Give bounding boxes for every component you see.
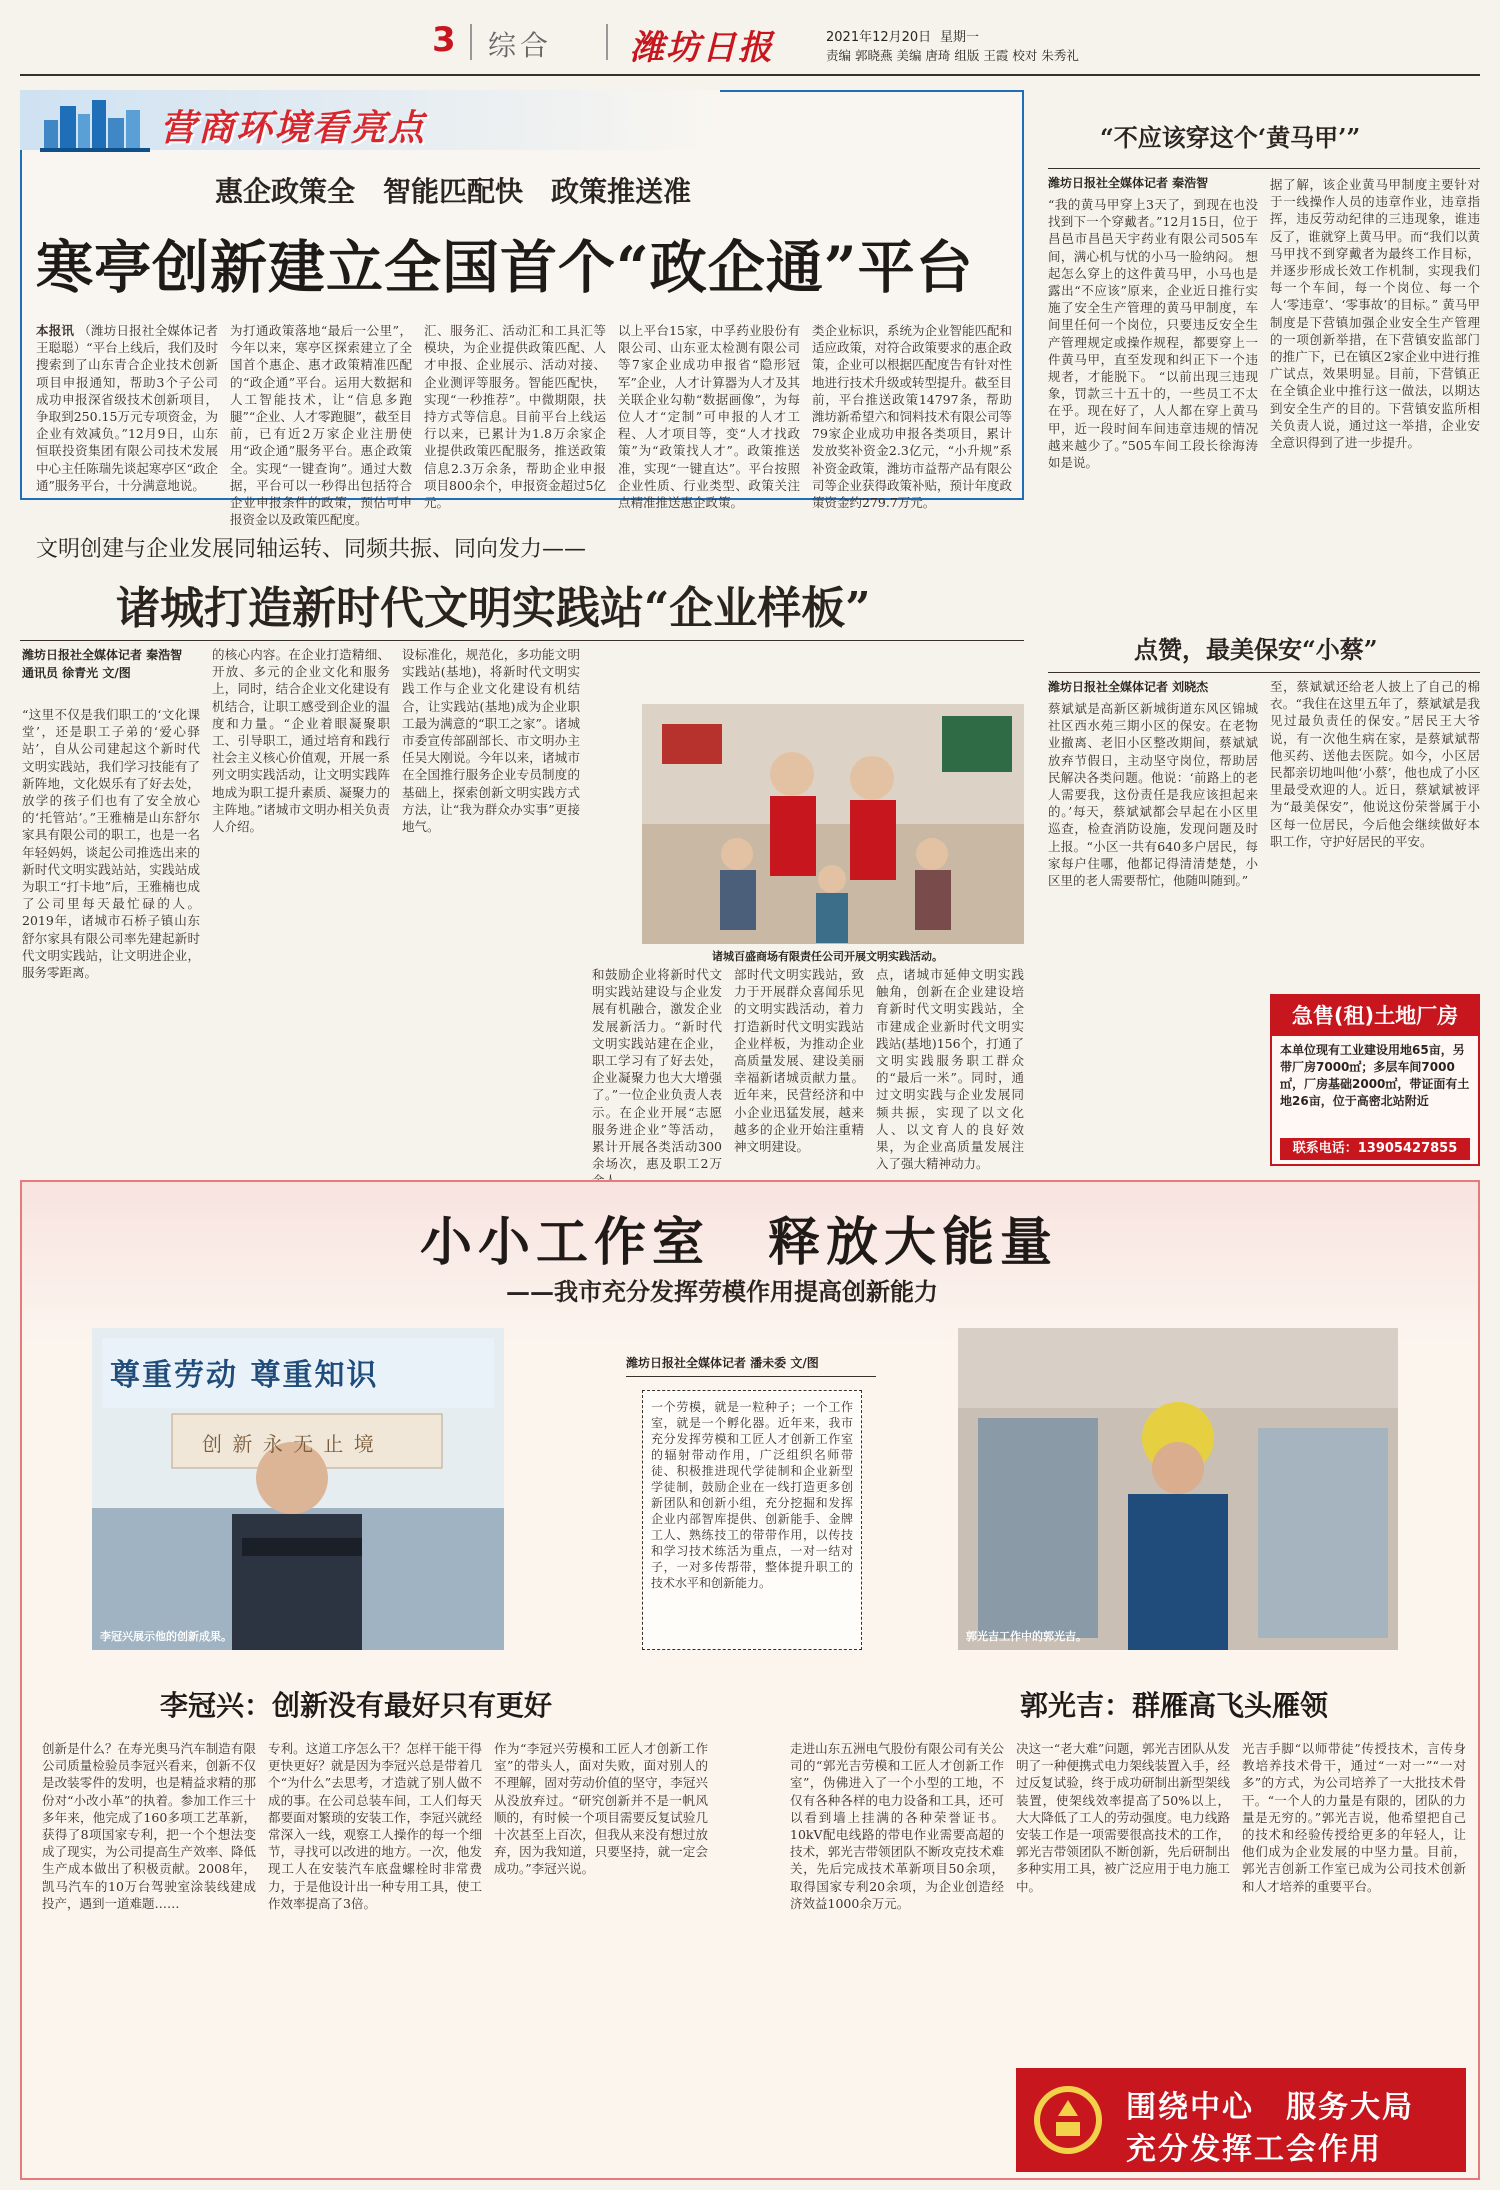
banner1-col-4: 类企业标识，系统为企业智能匹配和适应政策，对符合政策要求的惠企政策，企业可以根据匹配度告有针对性地进行技术升级或转型提升。截至目前，平台推送政策14797条，帮助潍坊新希望六和饲料技术有限公司等79家企业成功申报各类项目，累计发放奖补资金2.3亿元，“小升规”系补资金政策，潍坊市益帮产品有限公司等企业获得政策补贴，预计年度政策资金约279.7万元。 xyxy=(812,323,1013,511)
feature-byline-rule xyxy=(626,1376,876,1377)
right-story1-para-4: 据了解，该企业黄马甲制度主要针对于一线操作人员的违章作业，违章指挥，违反劳动纪律的三违现象，谁违反了，谁就穿上黄马甲。而“我们以黄马甲找不到穿戴者为最终工作目标，并逐步形成长效工作机制，实现我们每一个车间，每一个岗位、每一个人‘零违章’、‘零事故’的目标。” xyxy=(1270,177,1480,313)
banner1-logo-text: 营商环境看亮点 xyxy=(160,108,427,149)
banner2-byline-text: 潍坊日报社全媒体记者 秦浩智 通讯员 徐青光 文/图 xyxy=(22,648,195,680)
right-photo-caption: 郭光吉工作中的郭光吉。 xyxy=(966,1630,1087,1643)
right-story2-rule xyxy=(1048,672,1480,673)
feature-byline-text: 潍坊日报社全媒体记者 潘未委 文/图 xyxy=(626,1356,819,1370)
banner1-lead xyxy=(36,322,218,494)
right-story1-para-3: “以前出现三违现象，罚款三十五十的，一些员工不太在乎。现在好了，人人都在穿上黄马甲，近一段时间车间违章违规的情况越来越少了。”505车间工段长徐海涛如是说。 xyxy=(1048,369,1258,471)
banner2-headline: 诸城打造新时代文明实践站“企业样板” xyxy=(116,583,871,634)
volunteers-photo-illustration xyxy=(642,704,1024,944)
ad-title: 急售(租)土地厂房 xyxy=(1272,996,1478,1036)
banner2-kicker: 文明创建与企业发展同轴运转、同频共振、同向发力—— xyxy=(36,537,587,562)
issue-date: 2021年12月20日 xyxy=(826,30,932,45)
left-photo-sign-1: 尊重劳动 尊重知识 xyxy=(110,1358,379,1393)
feature-byline xyxy=(626,1354,876,1372)
banner1-col-1: 为打通政策落地“最后一公里”，今年以来，寒亭区探索建立了全国首个惠企、惠才政策精准匹配的“政企通”平台。运用大数据和人工智能技术，让“信息多跑腿”“企业、人才零跑腿”，截至目前，已有近2万家企业注册使用“政企通”服务平台。惠企政策全。实现“一键查询”。通过大数据，平台可以一秒得出包括符合企业申报条件的政策，预估可申报资金以及政策匹配度。 xyxy=(230,323,412,528)
right-story2-col-1: 蔡斌斌是高新区新城街道东风区锦城社区西水苑三期小区的保安。在老物业撤离、老旧小区整改期间，蔡斌斌放弃节假日，主动坚守岗位，帮助居民解决各类问题。他说：‘前路上的老人需要我，这份责任是我应该担起来的。’每天，蔡斌斌都会早起在小区里巡查，检查消防设施，发现问题及时上报。“小区一共有640多户居民，每家每户住哪，他都记得清清楚楚，小区里的老人需要帮忙，他随叫随到。” xyxy=(1048,701,1258,889)
left-photo-sign-2: 创 新 永 无 止 境 xyxy=(202,1432,376,1456)
banner2-col-5: 部时代文明实践站，致力于开展群众喜闻乐见的文明实践活动，着力打造新时代文明实践站企业样板，为推动企业高质量发展、建设美丽幸福新诸城贡献力量。近年来，民营经济和中小企业迅猛发展，越来越多的企业开始注重精神文明建设。 xyxy=(734,967,864,1155)
banner1-subhead: 惠企政策全 智能匹配快 政策推送准 xyxy=(215,175,692,208)
right-story1-col-1 xyxy=(1048,196,1258,616)
right-person-title: 郭光吉：群雁高飞头雁领 xyxy=(1020,1689,1329,1722)
masthead-divider-2 xyxy=(606,24,608,60)
banner1-headline: 寒亭创新建立全国首个“政企通”平台 xyxy=(36,234,974,301)
right-photo xyxy=(958,1328,1398,1650)
right-col-2: 决这一“老大难”问题，郭光吉团队从发明了一种便携式电力架线装置入手，经过反复试验，终于成功研制出新型架线装置，使架线效率提高了50%以上，大大降低了工人的劳动强度。电力线路安装工作是一项需要很高技术的工作，郭光吉带领团队不断创新，先后研制出多种实用工具，被广泛应用于电力施工中。 xyxy=(1016,1741,1230,1894)
banner1-col-3: 以上平台15家，中孚药业股份有限公司、山东亚太检测有限公司等7家企业成功申报省“隐形冠军”企业，人才计算器为人才及其关联企业勾勒“数据画像”，为每位人才“定制”可申报的人才工程、人才项目等，变“人才找政策”为“政策找人才”。政策推送准，实现“一键直达”。平台按照企业性质、行业类型、政策关注点精准推送惠企政策。 xyxy=(618,323,800,511)
right-story2-headline: 点赞，最美保安“小蔡” xyxy=(1134,635,1378,664)
left-photo xyxy=(92,1328,504,1650)
right-col-1: 走进山东五洲电气股份有限公司有关公司的“郭光吉劳模和工匠人才创新工作室”，伪佛进入了一个小型的工地，不仅有各种各样的电力设备和工具，还可以看到墙上挂满的各种荣誉证书。10kV配电线路的带电作业需要高超的技术，郭光吉带领团队不断攻克技术难关，先后完成技术革新项目50余项，取得国家专利20余项，为企业创造经济效益1000余万元。 xyxy=(790,1741,1004,1911)
banner2-col-1: “这里不仅是我们职工的‘文化课堂’，还是职工子弟的‘爱心驿站’，自从公司建起这个新时代文明实践站，我们学习技能有了新阵地，文化娱乐有了好去处，放学的孩子们也有了安全放心的‘托管站’。”王雅楠是山东舒尔家具有限公司的职工，也是一名年轻妈妈，谈起公司推选出来的新时代文明实践站站，实践站成为职工“打卡地”后，王雅楠也成了公司里每天最忙碌的人。2019年，诸城市石桥子镇山东舒尔家具有限公司率先建起新时代文明实践站，让文明进企业，服务零距离。 xyxy=(22,707,200,981)
issue-weekday: 星期一 xyxy=(940,30,980,45)
left-col-2: 专利。这道工序怎么干？怎样干能干得更快更好？就是因为李冠兴总是带着几个“为什么”去思考，才造就了别人做不成的事。在公司总装车间，工人们每天都要面对繁琐的安装工作，李冠兴就经常深入一线，观察工人操作的每一个细节，寻找可以改进的地方。一次，他发现工人在安装汽车底盘螺栓时非常费力，于是他设计出一种专用工具，使工作效率提高了3倍。 xyxy=(268,1741,482,1911)
banner1-col-2: 汇、服务汇、活动汇和工具汇等模块，为企业提供政策匹配、人才申报、企业展示、活动对接、企业测评等服务。智能匹配快，实现“一秒推荐”。中微期限，扶持方式等信息。目前平台上线运行以来，已累计为1.8万余家企业提供政策匹配服务，推送政策信息2.3万余条，帮助企业申报项目800余个，申报资金超过5亿元。 xyxy=(424,323,606,511)
right-story1-byline-text: 潍坊日报社全媒体记者 秦浩智 xyxy=(1048,176,1209,190)
page-number: 3 xyxy=(432,20,456,60)
right-story2-byline xyxy=(1048,678,1258,696)
section-name: 综合 xyxy=(488,29,553,62)
paper-logo: 潍坊日报 xyxy=(630,28,774,68)
union-banner xyxy=(1016,2068,1466,2172)
feature-intro-box xyxy=(642,1390,862,1650)
banner2-col-4: 和鼓励企业将新时代文明实践站建设与企业发展有机融合，激发企业发展新活力。“新时代文明实践站建在企业，职工学习有了好去处，企业凝聚力也大大增强了。”一位企业负责人表示。在企业开展“志愿服务进企业”等活动，累计开展各类活动300余场次，惠及职工2万 xyxy=(592,967,722,1172)
union-emblem-icon xyxy=(1034,2086,1102,2154)
masthead xyxy=(0,0,1500,70)
banner2-photo-caption: 诸城百盛商场有限责任公司开展文明实践活动。 xyxy=(712,950,943,963)
masthead-divider xyxy=(470,24,472,60)
right-story1-para-1: “我的黄马甲穿上3天了，到现在也没找到下一个穿戴者。”12月15日，位于昌邑市昌邑天宇药业有限公司505车间，满心机与忧的小马一脸纳闷。 xyxy=(1048,197,1258,264)
city-skyline-icon xyxy=(40,96,150,152)
right-story1-col-2 xyxy=(1270,176,1480,616)
union-slogan-1: 围绕中心 服务大局 xyxy=(1126,2090,1414,2125)
electrician-illustration xyxy=(958,1328,1398,1650)
banner1-byline: （潍坊日报社全媒体记者 王聪聪）“平台上线后，我们及时搜索到了山东青合企业技术创新项目申报通知，帮助3个子公司成功申报深省级技术创新项目，争取到250.15万元专项资金，为企业有效减负。”12月9日，山东恒联投资集团有限公司技术发展中心主任陈瑞先谈起寒亭区“政企通”服务平台，十分满意地说。 xyxy=(36,323,218,493)
right-story1-headline: “不应该穿这个‘黄马甲’” xyxy=(1100,123,1361,152)
banner2-col-3: 设标准化，规范化，多功能文明实践站(基地)，将新时代文明实践工作与企业文化建设有机结合，让实践站(基地)成为企业职工最为满意的“职工之家”。诸城市委宣传部副部长、市文明办主任吴大刚说。今年以来，诸城市在全国推行服务企业专员制度的基础上，探索创新文明实践方式方法，让“我为群众办实事”更接地气。 xyxy=(402,647,580,835)
left-person-title: 李冠兴：创新没有最好只有更好 xyxy=(160,1689,553,1722)
feature-headline: 小小工作室 释放大能量 xyxy=(420,1212,1059,1273)
union-slogan-2: 充分发挥工会作用 xyxy=(1126,2132,1382,2167)
banner2-byline xyxy=(22,646,200,682)
banner2-rule xyxy=(20,640,1024,641)
right-story1-para-5: 黄马甲制度是下营镇加强企业安全生产管理的一项创新举措，在下营镇安监部门的推广下，已在镇区2家企业中进行推广试点，效果明显。目前，下营镇正在全镇企业中推行这一做法，以期达到安全生产的目的。下营镇安监所相关负责人说，通过这一举措，企业安全意识得到了进一步提升。 xyxy=(1270,297,1480,451)
right-story2-byline-text: 潍坊日报社全媒体记者 刘晓杰 xyxy=(1048,680,1209,694)
right-story2-col-2: 至，蔡斌斌还给老人披上了自己的棉衣。“我住在这里五年了，蔡斌斌是我见过最负责任的保安。”居民王大爷说，有一次他生病在家，是蔡斌斌帮他买药、送他去医院。如今，小区居民都亲切地叫他‘小蔡’，他也成了小区里最受欢迎的人。近日，蔡斌斌被评为“最美保安”，他说这份荣誉属于小区每一位居民，今后他会继续做好本职工作，守护好居民的平安。 xyxy=(1270,679,1480,849)
feature-intro: 一个劳模，就是一粒种子；一个工作室，就是一个孵化器。近年来，我市充分发挥劳模和工匠人才创新工作室的辐射带动作用，广泛组织名师带徒、积极推进现代学徒制和企业新型学徒制，鼓励企业在一线打造更多创新团队和创新小组，充分挖掘和发挥企业内部智库提供、创新能手、金牌工人、熟练技工的带带作用，以传技和学习技术练活为重点，一对一结对子，一对多传帮带，整体提升职工的技术水平和创新能力。 xyxy=(651,1400,853,1590)
ad-phone: 联系电话：13905427855 xyxy=(1280,1138,1470,1160)
ad-text: 本单位现有工业建设用地65亩，另带厂房7000㎡；多层车间7000㎡，厂房基础2000㎡，带证面有土地26亩，位于高密北站附近 xyxy=(1280,1043,1470,1108)
editors-line: 责编 郭晓燕 美编 唐琦 组版 王霞 校对 朱秀礼 xyxy=(826,48,1079,63)
left-photo-caption: 李冠兴展示他的创新成果。 xyxy=(100,1630,232,1643)
left-col-3: 作为“李冠兴劳模和工匠人才创新工作室”的带头人，面对失败，面对别人的不理解，固对劳动价值的坚守，李冠兴从没放弃过。“研究创新并不是一帆风顺的，有时候一个项目需要反复试验几十次甚至上百次，但我从来没有想过放弃，因为我知道，只要坚持，就一定会成功。”李冠兴说。 xyxy=(494,1741,708,1877)
banner1-byline-label: 本报讯 xyxy=(36,323,75,338)
left-col-1: 创新是什么？在寿光奥马汽车制造有限公司质量检验员李冠兴看来，创新不仅是改装零件的发明，也是精益求精的那份对“小改小革”的执着。参加工作三十多年来，他完成了160多项工艺革新，获得了8项国家专利，把一个个想法变成了现实，为公司提高生产效率、降低生产成本做出了积极贡献。2008年，凯马汽车的10万台驾驶室涂装线建成投产，遇到一道难题…… xyxy=(42,1741,256,1911)
right-story1-byline xyxy=(1048,174,1258,192)
right-story1-para-2: 想起怎么穿上的这件黄马甲，小马也是露出“不应该”原来，企业近日推行实施了安全生产管理的黄马甲制度，车间里任何一个岗位，只要违反安全生产管理规定或操作规程，都要穿上一件黄马甲，直至发现和纠正下一个违规者，才能脱下。 xyxy=(1048,248,1258,385)
banner2-col-2: 的核心内容。在企业打造精细、开放、多元的企业文化和服务上，同时，结合企业文化建设有机结合，让职工感受到企业的温度和力量。“企业着眼凝聚职工、引导职工，通过培育和践行社会主义核心价值观，开展一系列文明实践活动，让文明实践阵地成为职工提升素质、凝聚力的主阵地。”诸城市文明办相关负责人介绍。 xyxy=(212,647,390,835)
masthead-rule xyxy=(20,74,1480,76)
banner2-col-6: 点，诸城市延伸文明实践触角，创新在企业建设培育新时代文明实践站，全市建成企业新时代文明实践站(基地)156个，打通了文明实践服务职工群众的“最后一米”。同时，通过文明实践与企业发展同频共振，实现了以文化人、以文育人的良好效果，为企业高质量发展注入了强大精神动力。 xyxy=(876,967,1024,1172)
ad-box xyxy=(1270,994,1480,1166)
feature-subhead: ——我市充分发挥劳模作用提高创新能力 xyxy=(506,1277,938,1306)
right-col-3: 光吉手脚“以师带徒”传授技术，言传身教培养技术骨干，通过“一对一”“一对多”的方式，为公司培养了一大批技术骨干。“一个人的力量是有限的，团队的力量是无穷的。”郭光吉说，他希望把自己的技术和经验传授给更多的年轻人，让他们成为企业发展的中坚力量。目前，郭光吉创新工作室已成为公司技术创新和人才培养的重要平台。 xyxy=(1242,1741,1466,1894)
right-story1-rule xyxy=(1048,168,1480,169)
banner2-photo xyxy=(642,704,1024,944)
